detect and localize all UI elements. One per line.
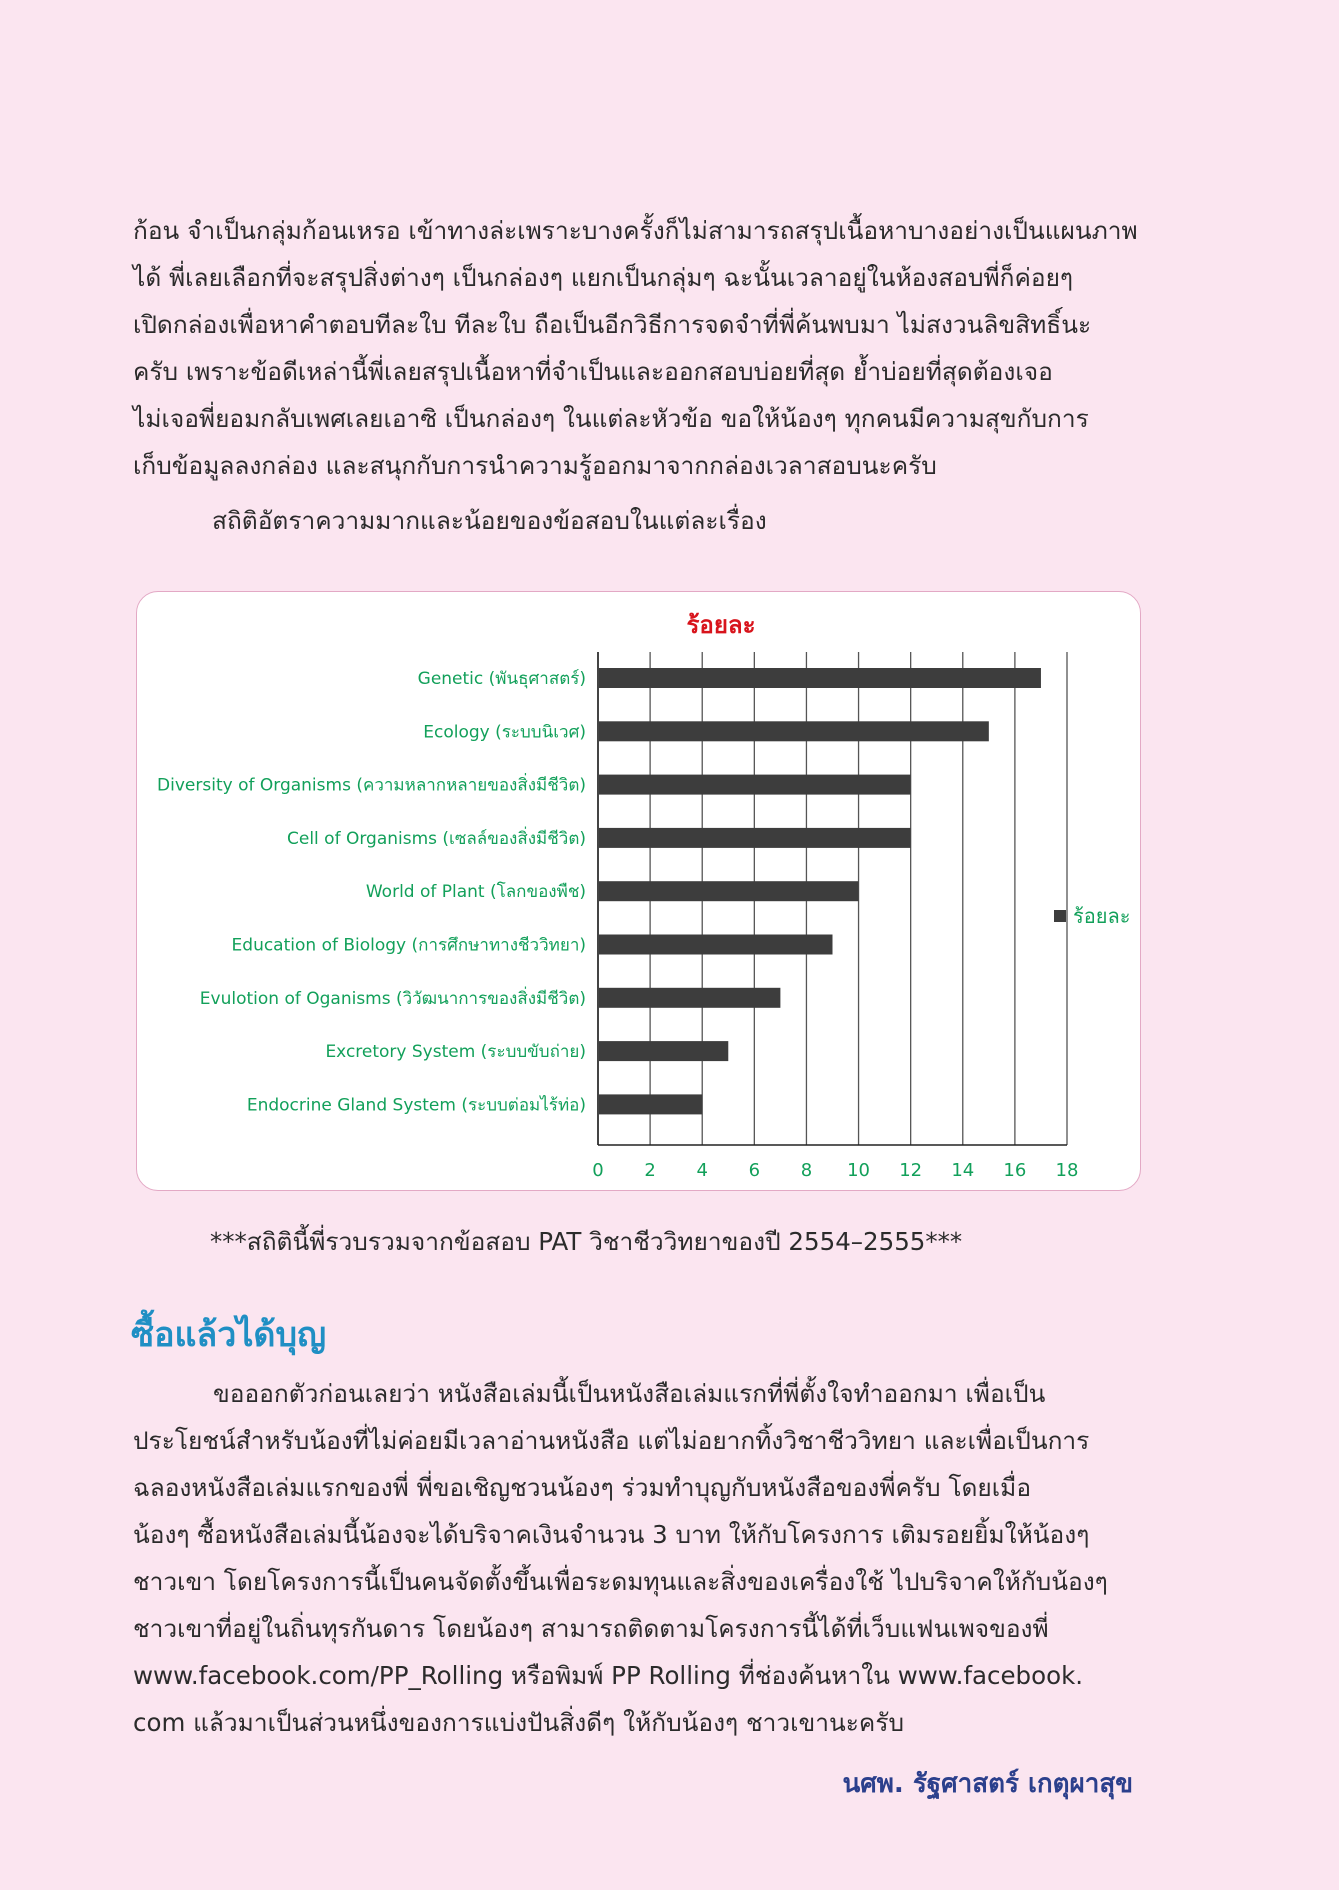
category-label: Cell of Organisms (เซลล์ของสิ่งมีชีวิต)	[286, 828, 586, 849]
body-line: ขอออกตัวก่อนเลยว่า หนังสือเล่มนี้เป็นหนังสือเล่มแรกที่พี่ตั้งใจทำออกมา เพื่อเป็น	[213, 1379, 1046, 1408]
x-tick-label: 14	[951, 1160, 975, 1181]
body-line: ฉลองหนังสือเล่มแรกของพี่ พี่ขอเชิญชวนน้องๆ ร่วมทำบุญกับหนังสือของพี่ครับ โดยเมื่อ	[133, 1473, 1032, 1502]
x-tick-label: 0	[592, 1160, 604, 1181]
stat-caption: สถิติอัตราความมากและน้อยของข้อสอบในแต่ละเรื่อง	[212, 506, 767, 535]
intro-line: ไม่เจอพี่ยอมกลับเพศเลยเอาซิ เป็นกล่องๆ ในแต่ละหัวข้อ ขอให้น้องๆ ทุกคนมีความสุขกับการ	[133, 404, 1089, 433]
category-label: Excretory System (ระบบขับถ่าย)	[325, 1042, 586, 1063]
bar	[599, 828, 911, 848]
category-label: World of Plant (โลกของพืช)	[365, 882, 586, 903]
category-label: Diversity of Organisms (ความหลากหลายของสิ่งมีชีวิต)	[157, 775, 586, 796]
legend-swatch	[1054, 910, 1066, 922]
x-tick-label: 18	[1055, 1160, 1079, 1181]
body-line: น้องๆ ซื้อหนังสือเล่มนี้น้องจะได้บริจาคเงินจำนวน 3 บาท ให้กับโครงการ เติมรอยยิ้มให้น้องๆ	[133, 1520, 1090, 1549]
section-heading: ซื้อแล้วได้บุญ	[131, 1315, 327, 1355]
body-line: ชาวเขา โดยโครงการนี้เป็นคนจัดตั้งขึ้นเพื่อระดมทุนและสิ่งของเครื่องใช้ ไปบริจาคให้กับน้องๆ	[133, 1567, 1108, 1596]
bar	[599, 1041, 728, 1061]
body-line: www.facebook.com/PP_Rolling หรือพิมพ์ PP Rolling ที่ช่องค้นหาใน www.facebook.	[133, 1661, 1084, 1690]
category-label: Endocrine Gland System (ระบบต่อมไร้ท่อ)	[246, 1095, 586, 1116]
chart-title: ร้อยละ	[686, 611, 756, 639]
x-tick-label: 16	[1003, 1160, 1027, 1181]
body-line: ชาวเขาที่อยู่ในถิ่นทุรกันดาร โดยน้องๆ สามารถติดตามโครงการนี้ได้ที่เว็บแฟนเพจของพี่	[133, 1614, 1049, 1643]
category-label: Education of Biology (การศึกษาทางชีววิทยา)	[231, 935, 586, 956]
category-label: Evulotion of Oganisms (วิวัฒนาการของสิ่งมีชีวิต)	[199, 988, 586, 1009]
x-tick-label: 2	[644, 1160, 656, 1181]
source-note: ***สถิตินี้พี่รวบรวมจากข้อสอบ PAT วิชาชีววิทยาของปี 2554–2555***	[210, 1227, 963, 1256]
intro-line: ก้อน จำเป็นกลุ่มก้อนเหรอ เข้าทางล่ะเพราะบางครั้งก็ไม่สามารถสรุปเนื้อหาบางอย่างเป็นแผนภาพ	[133, 216, 1138, 245]
bar	[599, 1094, 702, 1114]
author-name: นศพ. รัฐศาสตร์ เกตุผาสุข	[842, 1769, 1133, 1799]
intro-line: ครับ เพราะข้อดีเหล่านี้พี่เลยสรุปเนื้อหาที่จำเป็นและออกสอบบ่อยที่สุด ย้ำบ่อยที่สุดต้องเจอ	[133, 357, 1053, 386]
x-tick-label: 8	[800, 1160, 813, 1181]
chart-box	[136, 591, 1141, 1191]
bar	[599, 775, 911, 795]
intro-line: ได้ พี่เลยเลือกที่จะสรุปสิ่งต่างๆ เป็นกล่องๆ แยกเป็นกลุ่มๆ ฉะนั้นเวลาอยู่ในห้องสอบพี่ก็ค่อยๆ	[133, 263, 1074, 292]
x-tick-label: 4	[696, 1160, 708, 1181]
bar	[599, 881, 859, 901]
x-tick-label: 12	[899, 1160, 923, 1181]
x-tick-label: 6	[748, 1160, 761, 1181]
intro-line: เปิดกล่องเพื่อหาคำตอบทีละใบ ทีละใบ ถือเป็นอีกวิธีการจดจำที่พี่ค้นพบมา ไม่สงวนลิขสิทธิ์นะ	[133, 310, 1092, 339]
bar	[599, 988, 780, 1008]
category-label: Genetic (พันธุศาสตร์)	[417, 669, 586, 689]
intro-paragraph	[133, 207, 1138, 489]
intro-line: เก็บข้อมูลลงกล่อง และสนุกกับการนำความรู้ออกมาจากกล่องเวลาสอบนะครับ	[133, 451, 937, 480]
body-line: ประโยชน์สำหรับน้องที่ไม่ค่อยมีเวลาอ่านหนังสือ แต่ไม่อยากทิ้งวิชาชีววิทยา และเพื่อเป็นการ	[133, 1426, 1090, 1455]
body-paragraph	[133, 1370, 1133, 1746]
body-line: com แล้วมาเป็นส่วนหนึ่งของการแบ่งปันสิ่งดีๆ ให้กับน้องๆ ชาวเขานะครับ	[133, 1708, 905, 1737]
bar	[599, 668, 1041, 688]
category-label: Ecology (ระบบนิเวศ)	[423, 722, 586, 743]
legend-label: ร้อยละ	[1073, 904, 1131, 928]
bar	[599, 721, 989, 741]
bar-chart	[137, 592, 1140, 1190]
x-tick-label: 10	[847, 1160, 871, 1181]
bar	[599, 935, 833, 955]
